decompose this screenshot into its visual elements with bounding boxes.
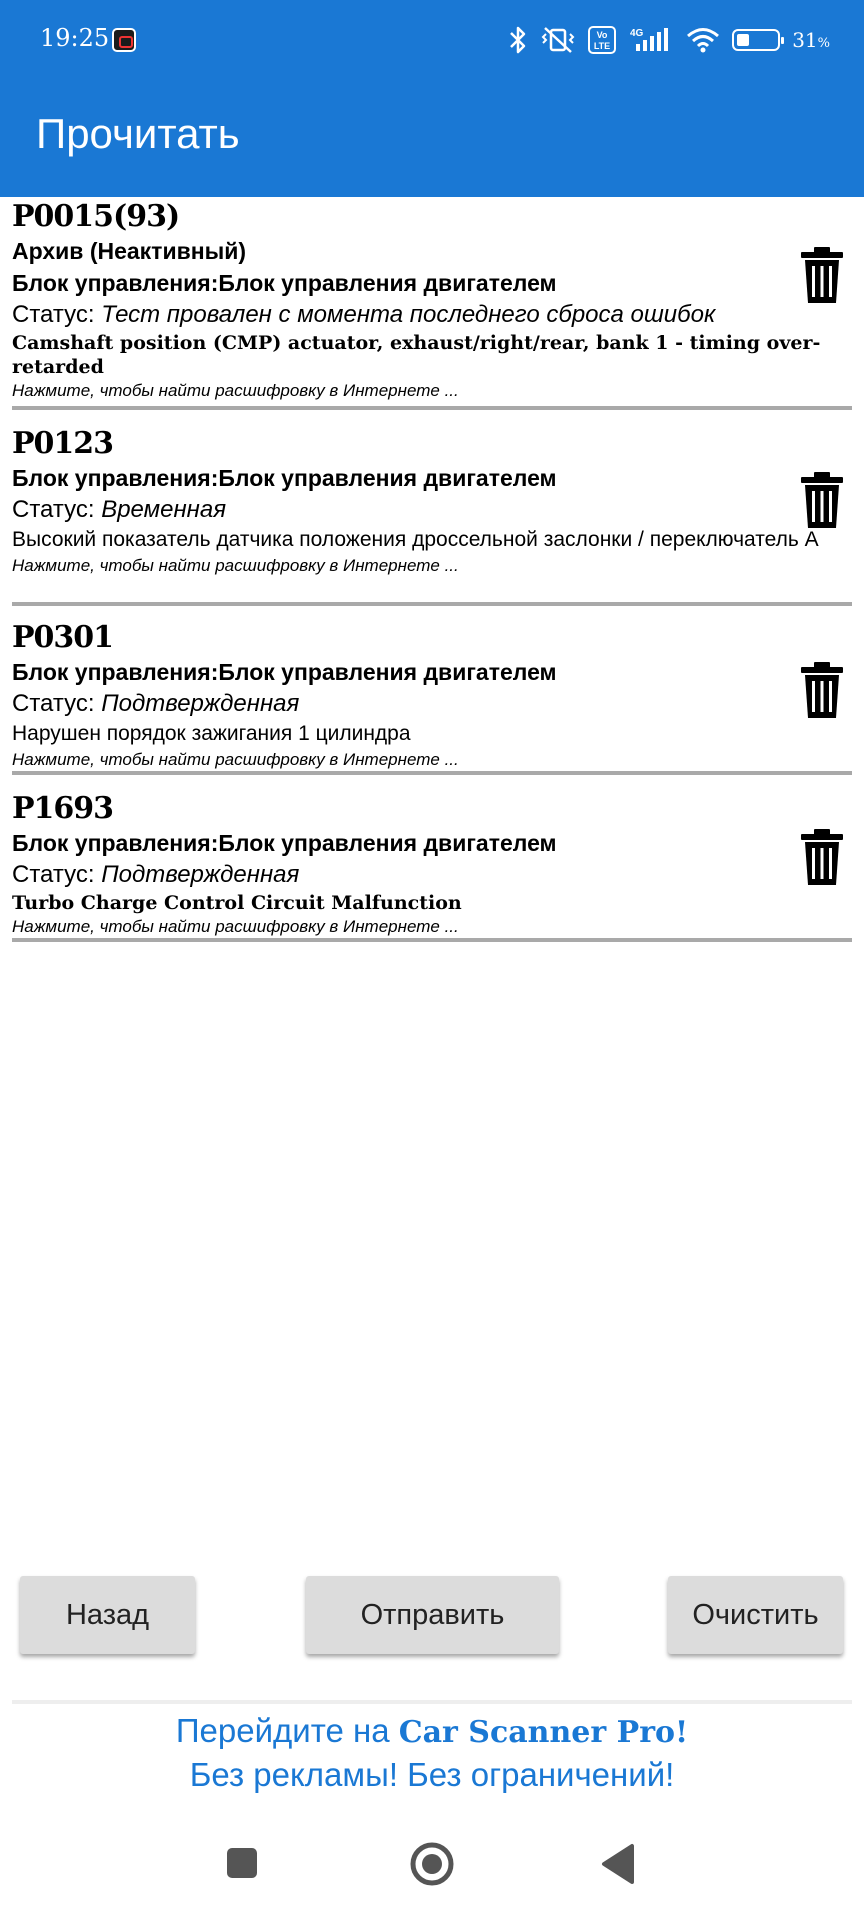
dtc-module: Блок управления:Блок управления двигателем bbox=[12, 465, 557, 491]
dtc-search-hint[interactable]: Нажмите, чтобы найти расшифровку в Интернете ... bbox=[12, 750, 459, 769]
trash-icon[interactable] bbox=[800, 829, 844, 885]
dtc-item[interactable] bbox=[12, 197, 852, 410]
dtc-status-label: Статус: bbox=[12, 301, 102, 328]
home-circle-inner bbox=[422, 1854, 442, 1874]
vibrate-off-icon bbox=[540, 25, 576, 55]
dtc-code: P1693 bbox=[12, 791, 114, 826]
dtc-module: Блок управления:Блок управления двигателем bbox=[12, 830, 557, 856]
dtc-search-hint[interactable]: Нажмите, чтобы найти расшифровку в Интернете ... bbox=[12, 556, 459, 575]
dtc-module: Блок управления:Блок управления двигателем bbox=[12, 270, 557, 296]
status-icons bbox=[508, 22, 830, 58]
dtc-status bbox=[12, 859, 852, 891]
dtc-status-label: Статус: bbox=[12, 861, 102, 888]
promo-line-1 bbox=[0, 1710, 864, 1754]
clear-button[interactable]: Очистить bbox=[668, 1576, 843, 1654]
4g-signal-icon bbox=[628, 25, 674, 55]
wifi-icon bbox=[686, 26, 720, 54]
dtc-status-label: Статус: bbox=[12, 690, 102, 717]
promo-brand: Car Scanner Pro! bbox=[398, 1715, 689, 1750]
volte-icon bbox=[588, 26, 616, 54]
dtc-description: Высокий показатель датчика положения дроссельной заслонки / переключатель А bbox=[12, 528, 819, 551]
dtc-description: Camshaft position (CMP) actuator, exhaust/right/rear, bank 1 - timing over-retarded bbox=[12, 332, 821, 378]
dtc-list bbox=[12, 197, 852, 942]
dtc-code: P0015(93) bbox=[12, 199, 180, 234]
trash-icon[interactable] bbox=[800, 662, 844, 718]
dtc-status-value: Подтвержденная bbox=[101, 690, 300, 717]
svg-text:LTE: LTE bbox=[594, 41, 611, 51]
dtc-status-label: Статус: bbox=[12, 496, 102, 523]
status-time: 19:25 bbox=[40, 24, 110, 52]
divider bbox=[12, 1700, 852, 1704]
promo-banner[interactable] bbox=[0, 1710, 864, 1796]
trash-icon[interactable] bbox=[800, 247, 844, 303]
dtc-item[interactable] bbox=[12, 775, 852, 942]
promo-prefix: Перейдите на bbox=[175, 1712, 399, 1749]
dtc-search-hint[interactable]: Нажмите, чтобы найти расшифровку в Интернете ... bbox=[12, 381, 459, 400]
dtc-item[interactable] bbox=[12, 606, 852, 775]
app-bar bbox=[0, 0, 864, 197]
bluetooth-icon bbox=[508, 25, 528, 55]
dtc-module: Блок управления:Блок управления двигателем bbox=[12, 659, 557, 685]
dtc-status bbox=[12, 299, 852, 331]
dtc-status bbox=[12, 688, 852, 720]
notification-app-icon bbox=[112, 28, 136, 52]
dtc-code: P0301 bbox=[12, 620, 114, 655]
recents-square-icon[interactable] bbox=[227, 1848, 257, 1878]
navigation-bar bbox=[0, 1830, 864, 1920]
trash-icon[interactable] bbox=[800, 472, 844, 528]
battery-percent: 31% bbox=[792, 28, 830, 52]
dtc-archive-label: Архив (Неактивный) bbox=[12, 238, 247, 264]
dtc-description: Нарушен порядок зажигания 1 цилиндра bbox=[12, 722, 411, 745]
status-bar bbox=[0, 0, 864, 80]
dtc-code: P0123 bbox=[12, 426, 114, 461]
dtc-status-value: Тест провален с момента последнего сброса ошибок bbox=[101, 301, 716, 328]
page-title: Прочитать bbox=[36, 110, 240, 157]
back-button[interactable]: Назад bbox=[20, 1576, 195, 1654]
svg-text:Vo: Vo bbox=[596, 30, 608, 40]
dtc-search-hint[interactable]: Нажмите, чтобы найти расшифровку в Интернете ... bbox=[12, 917, 459, 936]
dtc-status bbox=[12, 494, 852, 526]
back-triangle-icon[interactable] bbox=[604, 1846, 632, 1882]
network-type-label: 4G bbox=[630, 28, 644, 39]
dtc-item[interactable] bbox=[12, 410, 852, 606]
dtc-status-value: Временная bbox=[101, 496, 227, 523]
battery-icon bbox=[732, 29, 780, 51]
promo-line-2: Без рекламы! Без ограничений! bbox=[189, 1756, 675, 1793]
dtc-status-value: Подтвержденная bbox=[101, 861, 300, 888]
send-button[interactable]: Отправить bbox=[306, 1576, 559, 1654]
dtc-description: Turbo Charge Control Circuit Malfunction bbox=[12, 892, 462, 914]
